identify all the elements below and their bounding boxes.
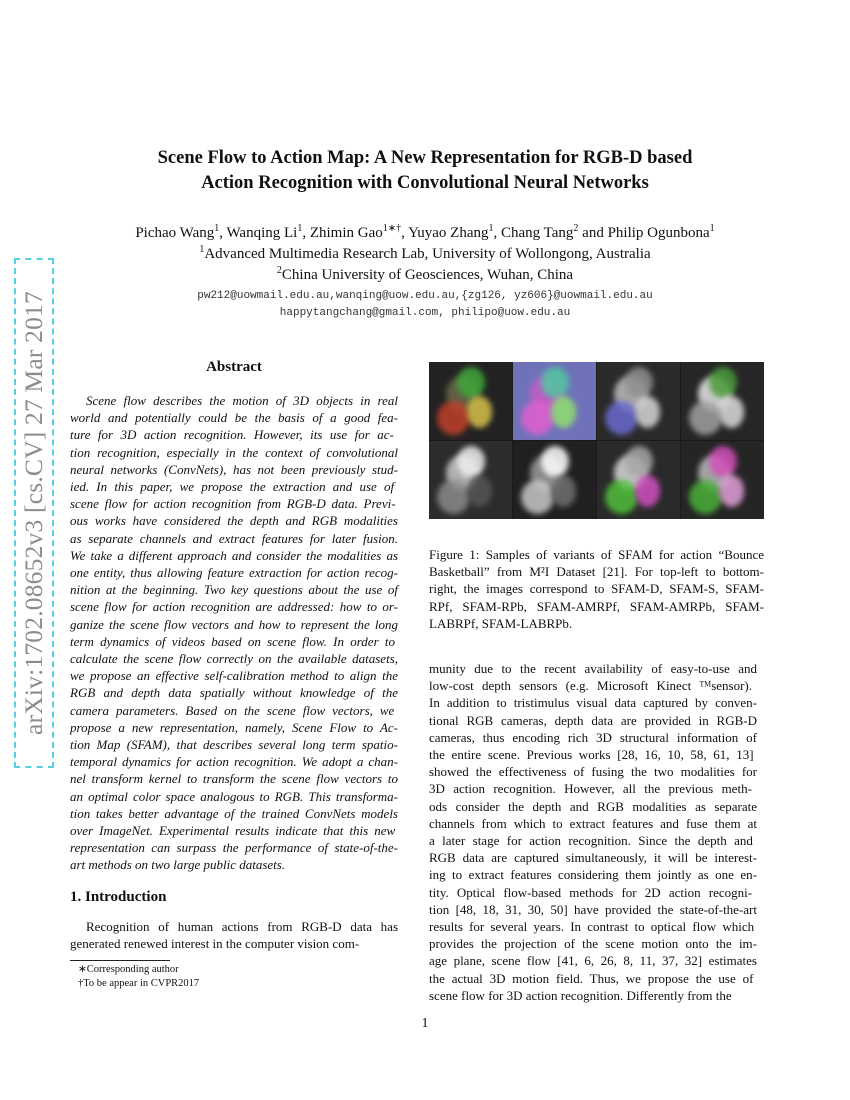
text-line: the entire scene. Previous works [28, 16, 10, 58, 61, 13] (429, 747, 754, 763)
footnotes (78, 963, 199, 991)
affiliation-text: Advanced Multimedia Research Lab, University of Wollongong, Australia (204, 246, 651, 262)
author-name: , Yuyao Zhang (401, 225, 489, 241)
text-line: scene flow for action recognition from RGB-D data. Previ- (70, 496, 396, 512)
text-line: Figure 1: Samples of variants of SFAM for action “Bounce (429, 547, 764, 562)
text-line: scene flow for action recognition are addressed: how to or- (70, 599, 398, 615)
text-line: right, the images correspond to SFAM-D, SFAM-S, SFAM- (429, 581, 764, 597)
paper-title (60, 146, 790, 196)
author-sup: 1 (214, 223, 220, 234)
author-block (40, 223, 810, 286)
text-line: nition at the beginning. Two key questions about the use of (70, 582, 398, 598)
abstract-body (70, 392, 398, 874)
figure-blob (719, 475, 744, 506)
affiliation-sup: 2 (276, 265, 282, 276)
text-line: RGB and depth data spatially without knowledge of the (70, 685, 398, 701)
introduction-body (70, 918, 398, 952)
text-line: ganize the scene flow vectors and how to represent the long (70, 616, 398, 632)
figure-sample-cell (681, 362, 764, 440)
text-line: ing to extract features considering them jointly as one en- (429, 867, 757, 883)
right-column-text (429, 660, 757, 1004)
text-line: Scene flow describes the motion of 3D objects in real (86, 393, 398, 408)
text-line: nel transform kernel to transform the scene flow vectors to (70, 771, 398, 787)
affiliation-1 (40, 244, 810, 265)
text-line: LABRPf, SFAM-LABRPb. (429, 615, 573, 631)
figure-sample-cell (513, 362, 596, 440)
text-line: we propose an effective self-calibration method to align the (70, 668, 398, 684)
text-line: tion [48, 18, 31, 30, 50] have provided the state-of-the-art (429, 901, 757, 917)
text-line: channels from which to extract features and fuse them at (429, 815, 757, 831)
text-line: propose a new representation, namely, Scene Flow to Ac- (70, 719, 398, 735)
text-line: We take a different approach and consider the modalities as (70, 547, 398, 563)
author-name: , Wanqing Li (219, 225, 298, 241)
figure-blob (625, 367, 653, 398)
author-sup: 1 (709, 223, 715, 234)
figure-blob (467, 475, 492, 506)
figure-sample-cell (429, 441, 512, 519)
text-line: temporal dynamics for action recognition. We adopt a chan- (70, 754, 398, 770)
figure-blob (689, 480, 722, 514)
figure-blob (521, 480, 554, 514)
figure-blob (437, 401, 470, 435)
abstract-heading: Abstract (206, 359, 262, 375)
arxiv-stamp (14, 258, 54, 768)
footnote: †To be appear in CVPR2017 (78, 978, 200, 989)
text-line: age plane, scene flow [41, 6, 26, 8, 11, 37, 32] estimates (429, 953, 757, 969)
title-line: Action Recognition with Convolutional Neural Networks (201, 173, 649, 193)
author-name: , Chang Tang (493, 225, 574, 241)
figure-blob (551, 396, 576, 427)
text-line: an optimal color space analogous to RGB. This transforma- (70, 788, 398, 804)
text-line: over ImageNet. Experimental results indicate that this new (70, 823, 396, 839)
text-line: ods consider the depth and RGB modalities as separate (429, 798, 757, 814)
author-sup: 1 (488, 223, 494, 234)
text-line: ous works have considered the depth and RGB modalities (70, 513, 398, 529)
text-line: generated renewed interest in the computer vision com- (70, 936, 360, 952)
text-line: calculate the scene flow correctly on the available datasets, (70, 651, 398, 667)
text-line: RGB data are captured simultaneously, it will be interest- (429, 850, 757, 866)
figure-1-caption (429, 546, 764, 632)
figure-1-image-grid (429, 362, 764, 519)
figure-blob (551, 475, 576, 506)
text-line: provides the projection of the scene motion onto the im- (429, 936, 757, 952)
figure-blob (635, 475, 660, 506)
text-line: one entity, thus allowing feature extraction for action recog- (70, 565, 398, 581)
author-name: Pichao Wang (135, 225, 215, 241)
text-line: neural networks (ConvNets), has not been previously stud- (70, 461, 398, 477)
text-line: Recognition of human actions from RGB-D data has (86, 919, 398, 934)
text-line: term dynamics of videos based on scene flow. In order to (70, 633, 395, 649)
figure-sample-cell (597, 441, 680, 519)
figure-blob (709, 367, 737, 398)
figure-blob (605, 401, 638, 435)
text-line: ied. In this paper, we propose the extraction and use of (70, 479, 395, 495)
figure-blob (521, 401, 554, 435)
text-line: showed the effectiveness of fusing the two modalities for (429, 764, 757, 780)
text-line: cameras, thus encoding rich 3D structural information of (429, 729, 757, 745)
figure-blob (625, 446, 653, 477)
text-line: a later stage for action recognition. Since the depth and (429, 833, 753, 849)
text-line: art methods on two large public datasets. (70, 857, 286, 873)
text-line: Basketball” from M²I Dataset [21]. For top-left to bottom- (429, 564, 764, 580)
email-line: pw212@uowmail.edu.au,wanqing@uow.edu.au,{zg126, yz606}@uowmail.edu.au (197, 290, 653, 302)
author-sup: 2 (573, 223, 579, 234)
text-line: camera parameters. Based on the scene flow vectors, we (70, 702, 395, 718)
arxiv-stamp-text: arXiv:1702.08652v3 [cs.CV] 27 Mar 2017 (19, 291, 48, 735)
text-line: world and potentially could be the basis of a good fea- (70, 410, 398, 426)
text-line: In addition to tristimulus visual data captured by conven- (429, 695, 757, 711)
affiliation-text: China University of Geosciences, Wuhan, China (281, 267, 574, 283)
figure-sample-cell (513, 441, 596, 519)
text-line: RPf, SFAM-RPb, SFAM-AMRPf, SFAM-AMRPb, SFAM- (429, 598, 764, 614)
section-heading-introduction: 1. Introduction (70, 889, 167, 905)
figure-blob (541, 367, 569, 398)
footnote: ∗Corresponding author (78, 964, 179, 975)
author-names (40, 223, 810, 244)
text-line: low-cost depth sensors (e.g. Microsoft Kinect ᵀᴹsensor). (429, 678, 752, 694)
footnote-rule (70, 960, 170, 961)
affiliation-sup: 1 (199, 244, 205, 255)
author-sup: 1 (297, 223, 303, 234)
title-line: Scene Flow to Action Map: A New Representation for RGB-D based (157, 148, 693, 168)
figure-sample-cell (429, 362, 512, 440)
figure-blob (719, 396, 744, 427)
figure-blob (689, 401, 722, 435)
email-block (40, 288, 810, 322)
email-line: happytangchang@gmail.com, philipo@uow.edu.au (279, 307, 571, 319)
text-line: results for several years. In contrast to optical flow which (429, 919, 755, 935)
text-line: ture for 3D action recognition. However, its use for ac- (70, 427, 394, 443)
figure-blob (457, 446, 485, 477)
text-line: the actual 3D motion field. Thus, we propose the use of (429, 970, 754, 986)
text-line: tion Map (SFAM), that describes several long term spatio- (70, 737, 398, 753)
page-number: 1 (421, 1016, 429, 1031)
figure-sample-cell (681, 441, 764, 519)
figure-blob (605, 480, 638, 514)
text-line: scene flow for 3D action recognition. Differently from the (429, 987, 732, 1003)
text-line: 3D action recognition. However, all the previous meth- (429, 781, 752, 797)
text-line: tion recognition, especially in the context of convolutional (70, 444, 398, 460)
author-name: , Zhimin Gao (302, 225, 383, 241)
text-line: as separate channels and extract features for later fusion. (70, 530, 398, 546)
text-line: tional RGB cameras, depth data are provided in RGB-D (429, 712, 757, 728)
affiliation-2 (40, 265, 810, 286)
author-sup: 1∗† (382, 223, 402, 234)
figure-blob (709, 446, 737, 477)
text-line: tion takes better advantage of the trained ConvNets models (70, 805, 398, 821)
figure-blob (457, 367, 485, 398)
figure-sample-cell (597, 362, 680, 440)
author-name: and Philip Ogunbona (578, 225, 710, 241)
figure-blob (541, 446, 569, 477)
text-line: representation can surpass the performance of state-of-the- (70, 840, 398, 856)
text-line: munity due to the recent availability of easy-to-use and (429, 661, 757, 676)
figure-blob (437, 480, 470, 514)
figure-blob (635, 396, 660, 427)
text-line: tity. Optical flow-based methods for 2D action recogni- (429, 884, 753, 900)
figure-blob (467, 396, 492, 427)
